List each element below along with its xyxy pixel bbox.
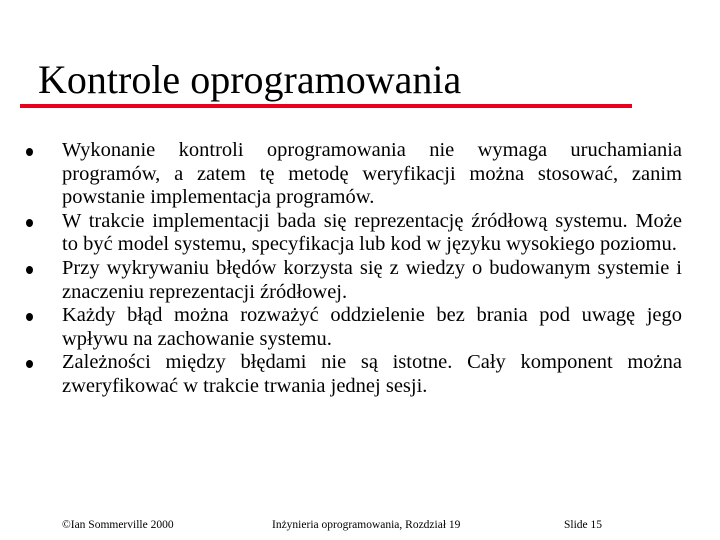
bullet-dot-icon <box>26 266 33 274</box>
bullet-text: W trakcie implementacji bada się reprezentację źródłową systemu. Może to być model systemu, specyfikacja lub kod w języku wysokiego poziomu. <box>62 209 682 256</box>
slide-title: Kontrole oprogramowania <box>38 57 462 102</box>
title-underline <box>20 104 632 108</box>
bullet-list <box>26 139 682 399</box>
bullet-text: Wykonanie kontroli oprogramowania nie wymaga uruchamiania programów, a zatem tę metodę weryfikacji można stosować, zanim powstanie implementacja programów. <box>62 139 682 209</box>
bullet-item <box>26 351 682 398</box>
bullet-dot-icon <box>26 219 33 227</box>
bullet-dot-icon <box>26 360 33 368</box>
bullet-text: Każdy błąd można rozważyć oddzielenie bez brania pod uwagę jego wpływu na zachowanie systemu. <box>62 304 682 350</box>
bullet-item <box>26 210 682 257</box>
bullet-item <box>26 304 682 351</box>
bullet-dot-icon <box>26 313 33 321</box>
footer-slide-number: Slide 15 <box>564 519 603 531</box>
bullet-dot-icon <box>26 148 33 156</box>
bullet-item <box>26 257 682 304</box>
footer-copyright: ©Ian Sommerville 2000 <box>62 519 174 531</box>
bullet-item <box>26 139 682 210</box>
bullet-text: Zależności między błędami nie są istotne. Cały komponent można zweryfikować w trakcie trwania jednej sesji. <box>62 351 682 397</box>
footer-course-title: Inżynieria oprogramowania, Rozdział 19 <box>272 519 461 531</box>
bullet-text: Przy wykrywaniu błędów korzysta się z wiedzy o budowanym systemie i znaczeniu reprezentacji źródłowej. <box>62 256 682 303</box>
